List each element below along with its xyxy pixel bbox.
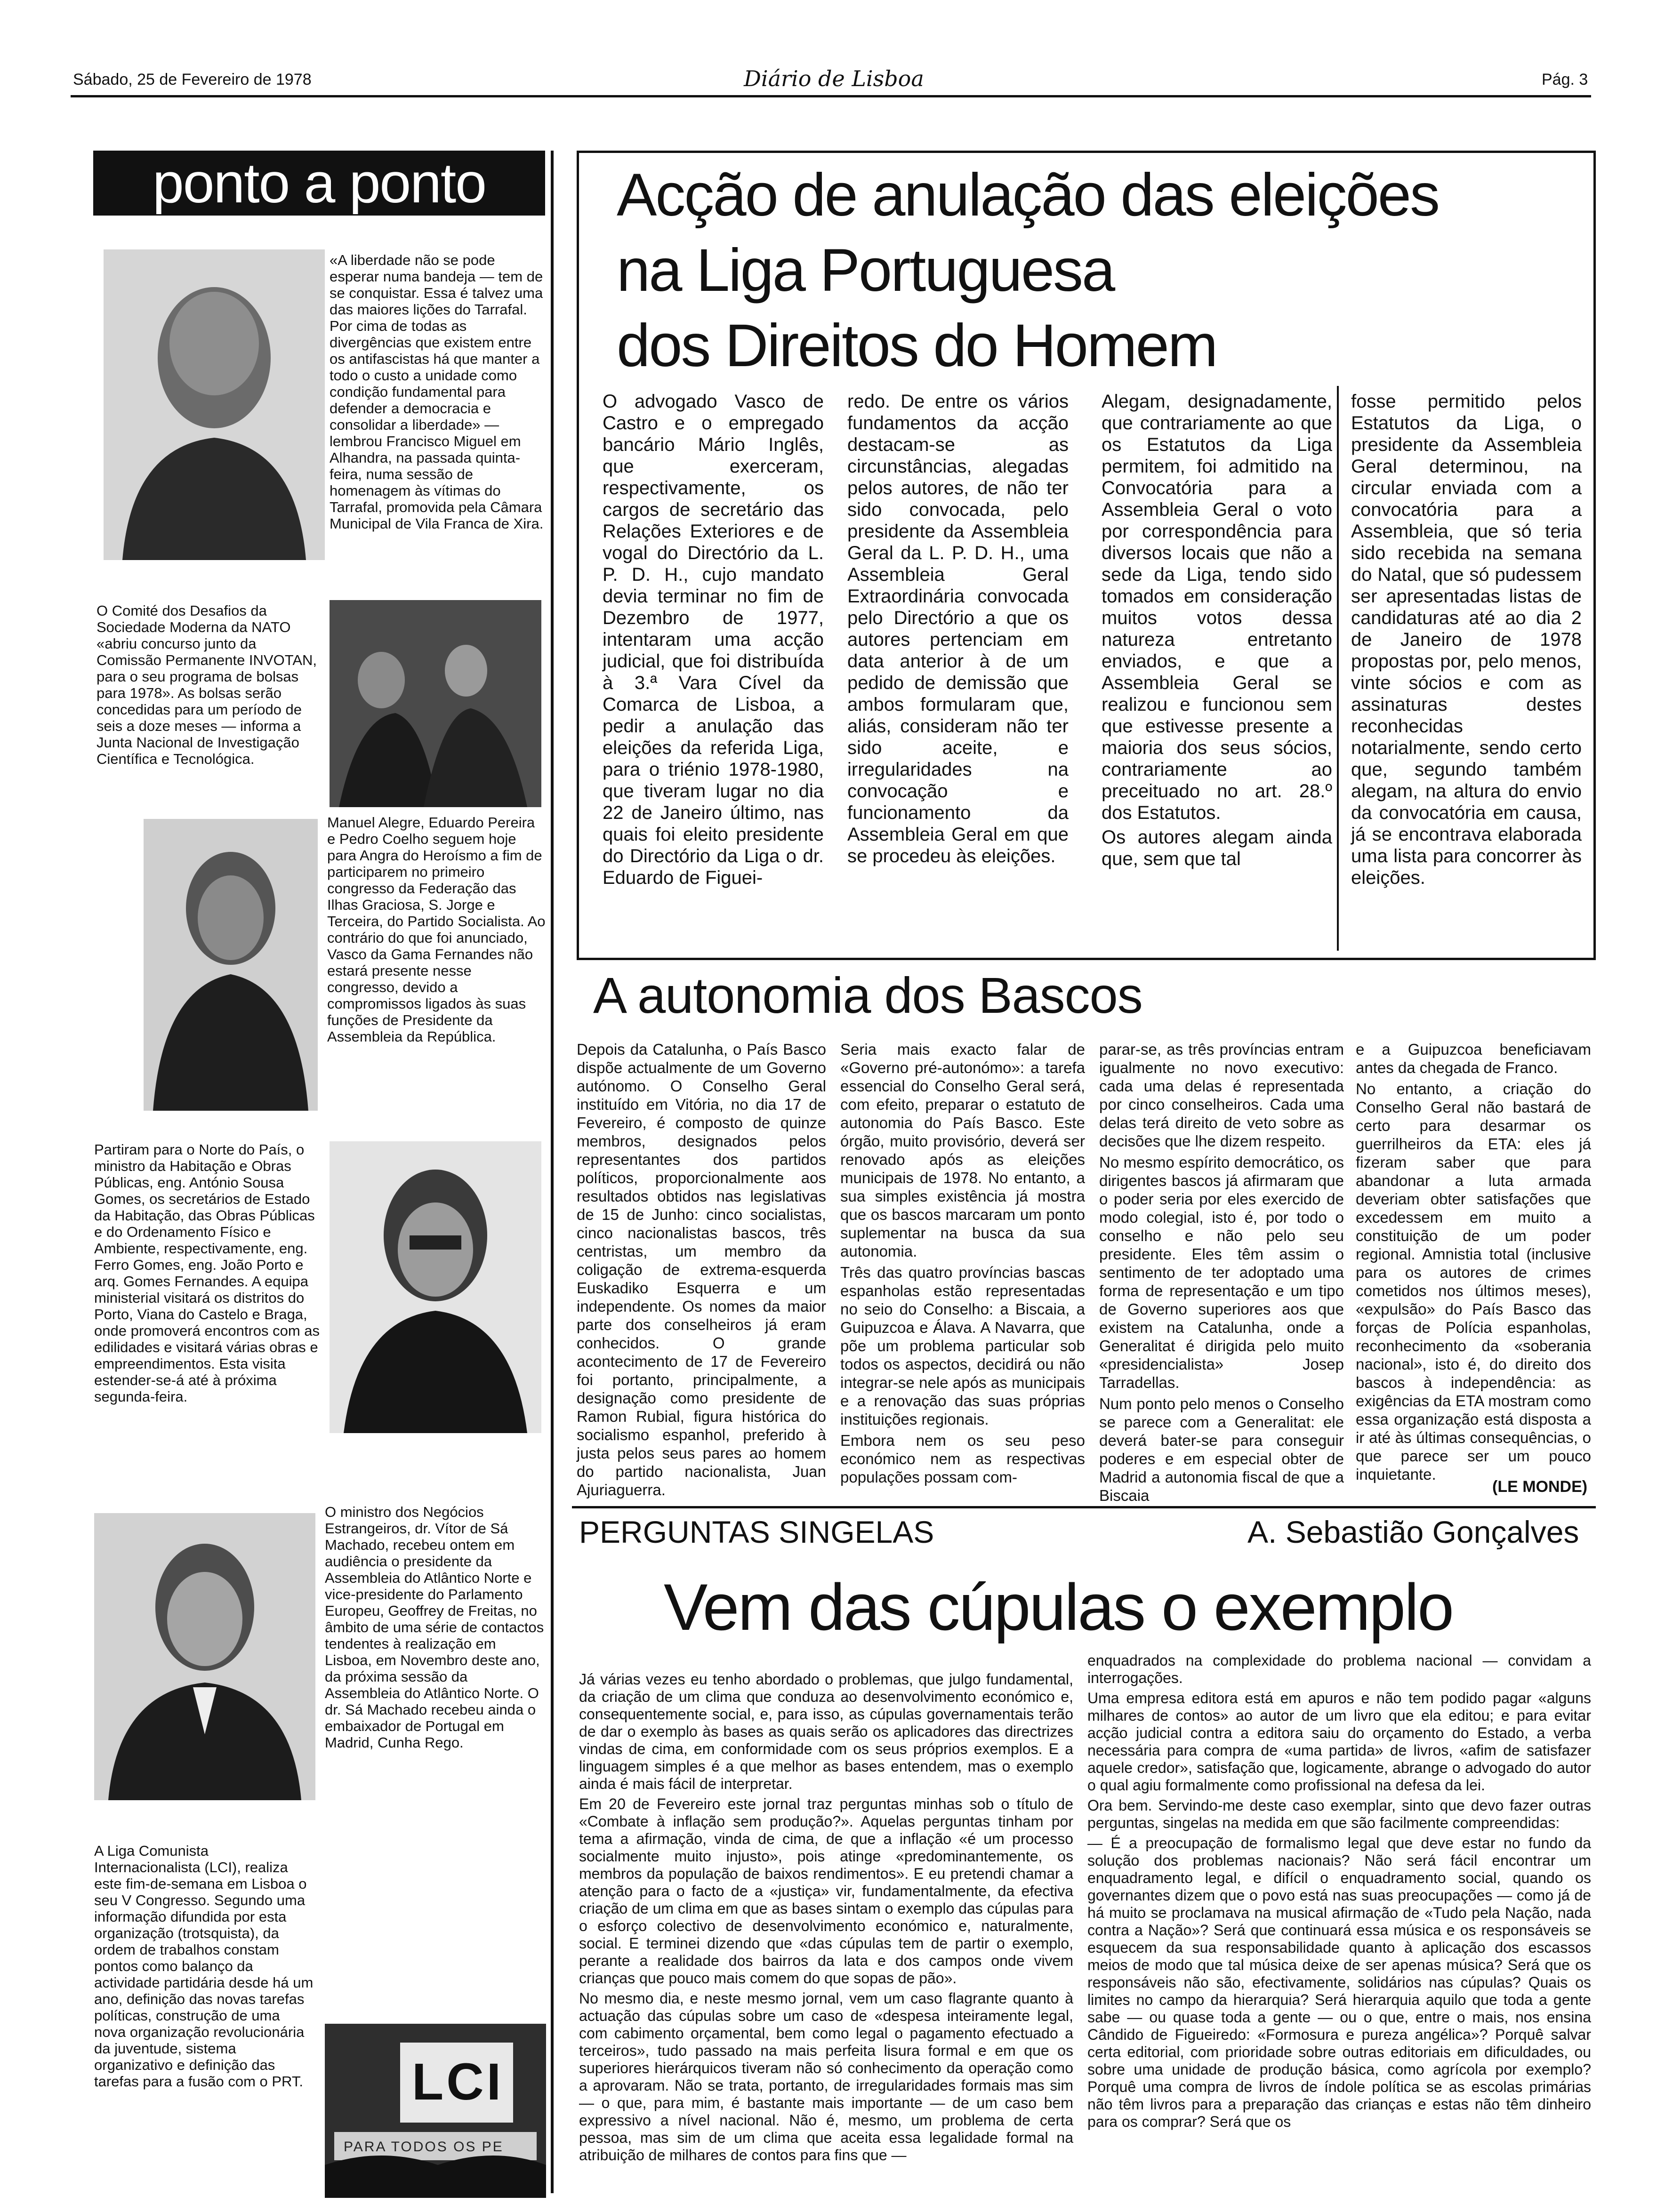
bascos-col3-p3: Num ponto pelo menos o Conselho se parece com a Generalitat: ele deverá bater-se para conseguir poderes e em especial obter de Madrid a autonomia fiscal de que a Biscaia: [1099, 1395, 1344, 1504]
portrait-photo-sa-machado: [94, 1513, 315, 1800]
masthead: Diário de Lisboa: [744, 66, 924, 91]
liga-title-line3: dos Direitos do Homem: [617, 312, 1217, 379]
perguntas-col1-p3: No mesmo dia, e neste mesmo jornal, vem um caso flagrante quanto à actuação das cúpulas sobre um caso de «despesa inteiramente legal, com cabimento orçamental, bem como legal o pagamento efectuado a terceiros», tudo passado na mais perfeita lisura formal e em que os superiores hierárquicos tiveram não só conhecimento da operação como a aprovaram. Não se trata, portanto, de irregularidades formais mas sim — o que, para mim, é bastante mais importante — de um caso bem expressivo a nível nacional. Não é, mesmo, um problema de certa pessoa, mas sim de um clima que aceita essa legalidade formal na atribuição de milhares de contos para fins que —: [579, 1990, 1073, 2164]
bascos-col4-p2: No entanto, a criação do Conselho Geral não bastará de certo para desarmar os guerrilheiros da ETA: eles já fizeram saber que para abandonar a luta armada deveriam obter satisfações que excedessem em muito a constituição de um poder regional. Amnistia total (inclusive para os autores de crimes cometidos nos últimos meses), «expulsão» do País Basco das forças de Polícia espanholas, reconhecimento da «soberania nacional», isto é, do direito dos bascos à independência: as exigências da ETA mostram como essa organização está disposta a ir até às últimas consequências, o que parece ser um pouco inquietante.: [1356, 1080, 1591, 1483]
bascos-source: (LE MONDE): [1492, 1478, 1588, 1496]
liga-box-bottom: [577, 958, 1596, 960]
bascos-col2-p3: Embora nem os seu peso económico nem as respectivas populações possam com-: [840, 1432, 1085, 1486]
ponto-banner-text: ponto a ponto: [152, 152, 486, 215]
perguntas-col1-p2: Em 20 de Fevereiro este jornal traz perguntas minhas sob o título de «Combate à inflação sem produção?». Aquelas perguntas tinham por tema a afirmação, vinda de cima, de que a inflação «é um processo socialmente muito injusto», pois atinge «predominantemente, os membros da população de baixos rendimentos». E eu pretendi chamar a atenção para o facto de a «justiça» vir, fundamentalmente, da efectiva criação de um clima em que as bases sintam o exemplo das cúpulas para o esforço colectivo de desenvolvimento económico e, naturalmente, social. E terminei dizendo que «das cúpulas tem de partir o exemplo, perante a realidade dos bairros da lata e dos campos onde vivem crianças que pouco mais comem do que sopas de pão».: [579, 1795, 1073, 1987]
lci-congress-photo: [325, 2024, 546, 2198]
perguntas-col2-p2: Uma empresa editora está em apuros e não tem podido pagar «alguns milhares de contos» ao autor de um livro que ela editou; e para evitar acção judicial contra a editora saiu do orçamento do Estado, a verba necessária para compra de «uma partida» de livros, «afim de satisfazer aquele credor», satisfação que, logicamente, abrange o advogado do autor o qual agiu formalmente como profissional na defesa da lei.: [1087, 1690, 1591, 1794]
bascos-col4-p1: e a Guipuzcoa beneficiavam antes da chegada de Franco.: [1356, 1041, 1591, 1076]
perguntas-top-rule: [572, 1506, 1596, 1508]
ponto-banner: [93, 151, 545, 216]
liga-col2: redo. De entre os vários fundamentos da acção destacam-se as circunstâncias, alegadas pelos autores, de não ter sido convocada, pelo presidente da Assembleia Geral da L. P. D. H., uma Assembleia Geral Extraordinária convocada pelo Directório a que os autores pertenciam em data anterior à de um pedido de demissão que ambos formularam que, aliás, consideram não ter sido aceite, e irregularidades na convocação e funcionamento da Assembleia Geral em que se procedeu às eleições.: [847, 391, 1069, 866]
liga-col1: O advogado Vasco de Castro e o empregado bancário Mário Inglês, que exerceram, respectivamente, os cargos de secretário das Relações Exteriores e de vogal do Directório da L. P. D. H., cujo mandato devia terminar no fim de Dezembro de 1977, intentaram uma acção judicial, que foi distribuída à 3.ª Vara Cível da Comarca de Lisboa, a pedir a anulação das eleições da referida Liga, para o triénio 1978-1980, que tiveram lugar no dia 22 de Janeiro último, nas quais foi eleito presidente do Directório da Liga o dr. Eduardo de Figuei-: [603, 391, 824, 888]
perguntas-author: A. Sebastião Gonçalves: [1247, 1515, 1579, 1549]
perguntas-col2: [1087, 1652, 1591, 2133]
poster-banner-text: PARA TODOS OS PE: [344, 2139, 504, 2155]
header-date: Sábado, 25 de Fevereiro de 1978: [73, 71, 312, 88]
group-photo: [330, 600, 541, 807]
bascos-col3: [1099, 1040, 1344, 1507]
liga-box-left: [577, 151, 579, 960]
liga-box-right: [1593, 151, 1596, 960]
liga-col-divider: [1337, 386, 1339, 951]
perguntas-title: Vem das cúpulas o exemplo: [664, 1570, 1453, 1644]
liga-col4: fosse permitido pelos Estatutos da Liga, o presidente da Assembleia Geral determinou, na circular enviada com a convocatória para a Assembleia, que só teria sido recebida na semana do Natal, que só pudessem ser apresentadas listas de candidaturas até ao dia 2 de Janeiro de 1978 propostas por, pelo menos, vinte sócios e com as assinaturas destes reconhecidas notarialmente, sendo certo que, segundo também alegam, na altura do envio da convocatória em causa, já se encontrava elaborada uma lista para concorrer às eleições.: [1351, 391, 1582, 888]
liga-col3-p2: Os autores alegam ainda que, sem que tal: [1102, 827, 1332, 869]
liga-box-top: [577, 151, 1596, 153]
perguntas-col2-p3: Ora bem. Servindo-me deste caso exemplar, sinto que devo fazer outras perguntas, singelas na medida em que são facilmente compreendidas:: [1087, 1797, 1591, 1831]
ponto-item-angra: Manuel Alegre, Eduardo Pereira e Pedro Coelho seguem hoje para Angra do Heroísmo a fim de participarem no primeiro congresso da Federação das Ilhas Graciosa, S. Jorge e Terceira, do Partido Socialista. Ao contrário do que foi anunciado, Vasco da Gama Fernandes não estará presente nesse congresso, devido a compromissos ligados às suas funções de Presidente da Assembleia da República.: [327, 814, 546, 1045]
liga-col3-p1: Alegam, designadamente, que contrariamente ao que os Estatutos da Liga permitem, foi admitido na Convocatória para a Assembleia Geral o voto por correspondência para diversos locais que não a sede da Liga, tendo sido tomados em consideração muitos votos dessa natureza entretanto enviados, e que a Assembleia Geral se realizou e funcionou sem que estivesse presente a maioria dos seus sócios, contrariamente ao preceituado no art. 28.º dos Estatutos.: [1102, 391, 1332, 823]
liga-title-line1: Acção de anulação das eleições: [617, 161, 1439, 229]
ponto-item-lci: A Liga Comunista Internacionalista (LCI), realiza este fim-de-semana em Lisboa o seu V Congresso. Segundo uma informação difundida por esta organização (trotsquista), da ordem de trabalhos constam pontos como balanço da actividade partidária desde há um ano, definição das novas tarefas políticas, construção de uma nova organização revolucionária da juventude, sistema organizativo e definição das tarefas para a fusão com o PRT.: [94, 1843, 314, 2090]
ponto-item-nato: O Comité dos Desafios da Sociedade Moderna da NATO «abriu concurso junto da Comissão Permanente INVOTAN, para o seu programa de bolsas para 1978». As bolsas serão concedidas para um período de seis a doze meses — informa a Junta Nacional de Investigação Científica e Tecnológica.: [97, 602, 317, 767]
liga-col3: [1102, 391, 1332, 873]
portrait-photo-francisco-miguel: [104, 249, 325, 560]
header-rule: [71, 95, 1591, 97]
portrait-photo-manuel-alegre: [144, 819, 318, 1111]
perguntas-col1-p1: Já várias vezes eu tenho abordado o problemas, que julgo fundamental, da criação de um clima que conduza ao desenvolvimento económico e, consequentemente social, e, para isso, as cúpulas governamentais terão de dar o exemplo às bases as quais serão os aplicadores das directrizes vindas de cima, em conformidade com os seus próprios exemplos. E a linguagem simples é a que melhor as bases entendem, mas o exemplo ainda é mais fácil de interpretar.: [579, 1671, 1073, 1792]
bascos-col2-p2: Três das quatro províncias bascas espanholas estão representadas no seio do Conselho: a Biscaia, a Guipuzcoa e Álava. A Navarra, que põe um problema particular sob todos os aspectos, decidirá ou não integrar-se nele após as municipais e a renovação das suas próprias instituições regionais.: [840, 1264, 1085, 1428]
bascos-title: A autonomia dos Bascos: [593, 967, 1142, 1024]
bascos-col2: [840, 1040, 1085, 1489]
perguntas-section-label: PERGUNTAS SINGELAS: [579, 1515, 934, 1549]
bascos-col1: Depois da Catalunha, o País Basco dispõe actualmente de um Governo autónomo. O Conselho Geral instituído em Vitória, no dia 17 de Fevereiro, é composto de quinze membros, designados pelos representantes dos partidos políticos, proporcionalmente aos resultados obtidos nas legislativas de 15 de Junho: cinco socialistas, cinco nacionalistas bascos, três centristas, um membro da coligação de extrema-esquerda Euskadiko Esquerra e um independente. Os nomes da maior parte dos conselheiros já eram conhecidos. O grande acontecimento de 17 de Fevereiro foi portanto, principalmente, a designação como presidente de Ramon Rubial, figura histórica do socialismo espanhol, preferido à justa pelos seus pares ao homem do partido nacionalista, Juan Ajuriaguerra.: [577, 1041, 826, 1499]
perguntas-col2-p4: — É a preocupação de formalismo legal que deve estar no fundo da solução dos problemas nacionais? Não será fácil encontrar um enquadramento legal, e difícil o enquadramento social, quando os governantes dizem que o povo está nas suas preocupações — como já de há muito se proclamava na musical afirmação de «Tudo pela Nação, nada contra a Nação»? Será que continuará essa música e os responsáveis se esquecem da sua responsabilidade quanto à aplicação dos escassos meios de modo que tal música deixe de ser apenas música? Será que os responsáveis não são, efectivamente, solidários nas cúpulas? Quais os limites no campo da hierarquia? Será hierarquia aquilo que toda a gente sabe — ou quase toda a gente — ou o que, entre o mais, nos ensina Cândido de Figueiredo: «Formosura e pureza angélica»? Porquê salvar certa editorial, com prioridade sobre outras editoriais em dificuldades, ou sobre uma unidade de produção básica, como agrícola por exemplo? Porquê uma compra de livros de índole política se as escolas primárias não têm livros para a preparação das crianças e estas não têm dinheiro para os comprar? Será que os: [1087, 1835, 1591, 2130]
portrait-photo-sousa-gomes: [330, 1141, 541, 1433]
bascos-col2-p1: Seria mais exacto falar de «Governo pré-autonómo»: a tarefa essencial do Conselho Geral será, com efeito, preparar o estatuto de autonomia do País Basco. Este órgão, muito provisório, deverá ser renovado após as eleições municipais de 1978. No entanto, a sua simples existência já mostra que os bascos marcaram um ponto suplementar na busca da sua autonomia.: [840, 1041, 1085, 1260]
perguntas-col1: [579, 1671, 1073, 2167]
ponto-item-negocios-estrangeiros: O ministro dos Negócios Estrangeiros, dr. Vítor de Sá Machado, recebeu ontem em audiência o presidente da Assembleia do Atlântico Norte e vice-presidente do Parlamento Europeu, Geoffrey de Freitas, no âmbito de uma série de contactos tendentes à realização em Lisboa, em Novembro deste ano, da próxima sessão da Assembleia do Atlântico Norte. O dr. Sá Machado recebeu ainda o embaixador de Portugal em Madrid, Cunha Rego.: [325, 1504, 544, 1751]
bascos-col3-p1: parar-se, as três províncias entram igualmente no novo executivo: cada uma delas é representada por cinco conselheiros. Cada uma delas terá direito de veto sobre as decisões que lhe dizem respeito.: [1099, 1041, 1344, 1150]
bascos-col4: [1356, 1040, 1591, 1486]
perguntas-col2-p1: enquadrados na complexidade do problema nacional — convidam a interrogações.: [1087, 1652, 1591, 1686]
poster-lci-text: LCI: [412, 2053, 504, 2111]
page-number: Pág. 3: [1542, 71, 1588, 88]
ponto-item-norte: Partiram para o Norte do País, o ministro da Habitação e Obras Públicas, eng. António Sousa Gomes, os secretários de Estado da Habitação, das Obras Públicas e do Ordenamento Físico e Ambiente, respectivamente, eng. Ferro Gomes, eng. João Porto e arq. Gomes Fernandes. A equipa ministerial visitará os distritos do Porto, Viana do Castelo e Braga, onde promoverá encontros com as edilidades e visitará várias obras e empreendimentos. Esta visita estender-se-á até à próxima segunda-feira.: [94, 1141, 320, 1405]
ponto-item-tarrafal: «A liberdade não se pode esperar numa bandeja — tem de se conquistar. Essa é talvez uma das maiores lições do Tarrafal. Por cima de todas as divergências que existem entre os antifascistas há que manter a todo o custo a unidade como condição fundamental para defender a democracia e consolidar a liberdade» — lembrou Francisco Miguel em Alhandra, na passada quinta-feira, numa sessão de homenagem às vítimas do Tarrafal, promovida pela Câmara Municipal de Vila Franca de Xira.: [330, 252, 544, 532]
liga-title-line2: na Liga Portuguesa: [617, 237, 1114, 304]
ponto-right-border: [551, 151, 554, 2193]
bascos-col3-p2: No mesmo espírito democrático, os dirigentes bascos já afirmaram que o poder seria por eles exercido de modo colegial, isto é, por todo o conselho e não pelo seu presidente. Eles têm assim o sentimento de ter adoptado uma forma de representação e um tipo de Governo superiores aos que existem na Catalunha, onde a Generalitat é dirigida pelo muito «presidencialista» Josep Tarradellas.: [1099, 1154, 1344, 1391]
